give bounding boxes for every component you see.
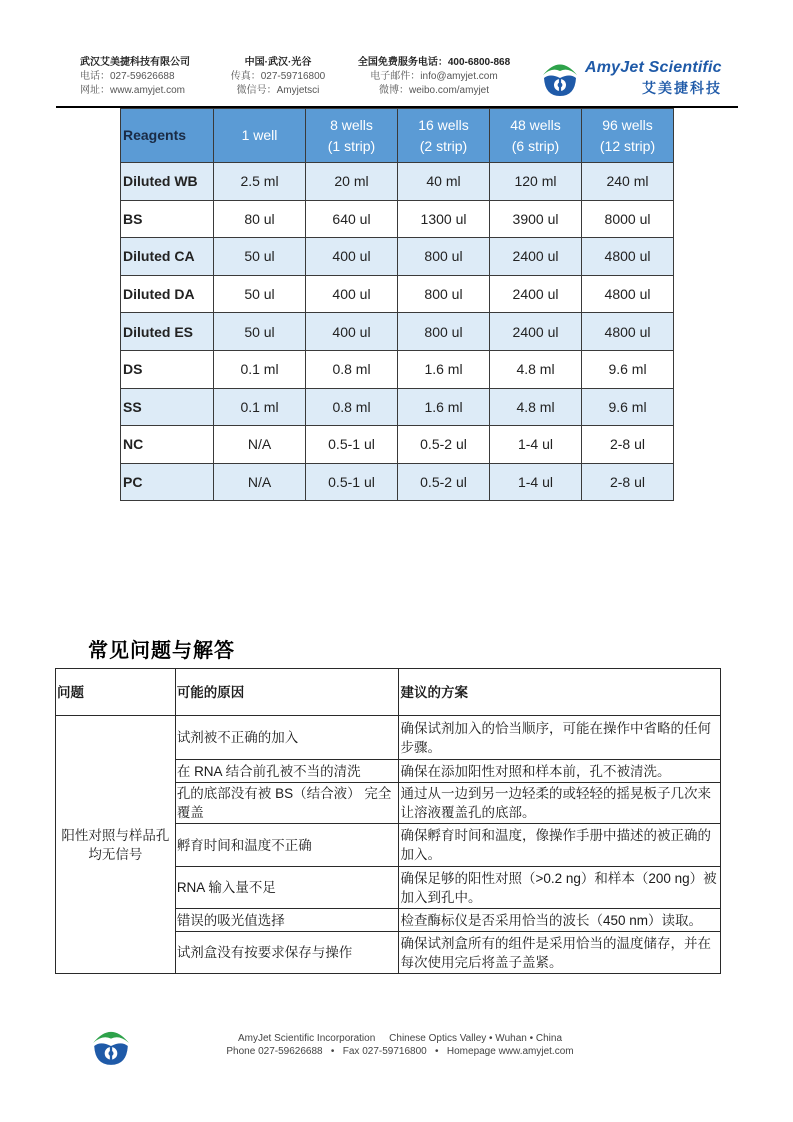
reagent-name-cell: Diluted ES: [121, 313, 214, 351]
volume-cell: 4800 ul: [582, 238, 674, 276]
volume-cell: 0.1 ml: [214, 388, 306, 426]
faq-cause: 在 RNA 结合前孔被不当的清洗: [175, 760, 399, 783]
faq-header-solution: 建议的方案: [399, 669, 721, 716]
company-phone: 电话：027-59626688: [80, 71, 175, 82]
volume-cell: 1.6 ml: [398, 350, 490, 388]
column-header: 1 well: [214, 109, 306, 163]
volume-cell: 50 ul: [214, 275, 306, 313]
faq-row: [56, 716, 721, 760]
faq-cause: 试剂盒没有按要求保存与操作: [175, 932, 399, 974]
volume-cell: 800 ul: [398, 275, 490, 313]
volume-cell: 800 ul: [398, 313, 490, 351]
company-wechat: 微信号：Amyjetsci: [236, 85, 320, 96]
volume-cell: 1-4 ul: [490, 463, 582, 501]
volume-cell: 2400 ul: [490, 238, 582, 276]
column-header: 16 wells (2 strip): [398, 109, 490, 163]
volume-cell: 2.5 ml: [214, 163, 306, 201]
volume-cell: 800 ul: [398, 238, 490, 276]
faq-header-row: [56, 669, 721, 716]
volume-cell: 2400 ul: [490, 275, 582, 313]
location-name: 中国·武汉·光谷: [244, 57, 312, 68]
company-website: 网址：www.amyjet.com: [80, 85, 186, 96]
page-header: [0, 0, 793, 108]
volume-cell: 240 ml: [582, 163, 674, 201]
logo-name-en: AmyJet Scientific: [585, 59, 722, 76]
column-header: 48 wells (6 strip): [490, 109, 582, 163]
faq-cause: 孔的底部没有被 BS（结合液） 完全覆盖: [175, 783, 399, 824]
volume-cell: 40 ml: [398, 163, 490, 201]
volume-cell: 1300 ul: [398, 200, 490, 238]
reagent-name-cell: SS: [121, 388, 214, 426]
volume-cell: 400 ul: [306, 313, 398, 351]
table-row: [121, 163, 674, 201]
company-email: 电子邮件：info@amyjet.com: [370, 71, 498, 82]
volume-cell: 4800 ul: [582, 313, 674, 351]
volume-cell: 2400 ul: [490, 313, 582, 351]
page-footer: [200, 1032, 600, 1058]
volume-cell: 0.8 ml: [306, 388, 398, 426]
reagent-name-cell: Diluted DA: [121, 275, 214, 313]
faq-cause: RNA 输入量不足: [175, 867, 399, 909]
table-row: [121, 463, 674, 501]
company-weibo: 微博：weibo.com/amyjet: [378, 85, 490, 96]
service-info: [344, 56, 524, 98]
logo-name-cn: 艾美捷科技: [642, 80, 722, 96]
table-row: [121, 200, 674, 238]
volume-cell: 2-8 ul: [582, 463, 674, 501]
column-header: Reagents: [121, 109, 214, 163]
reagent-name-cell: DS: [121, 350, 214, 388]
service-hotline: 全国免费服务电话：400-6800-868: [357, 57, 511, 68]
faq-solution: 检查酶标仪是否采用恰当的波长（450 nm）读取。: [399, 909, 721, 932]
location-info: [228, 56, 328, 98]
table-row: [121, 388, 674, 426]
volume-cell: 8000 ul: [582, 200, 674, 238]
column-header: 96 wells (12 strip): [582, 109, 674, 163]
faq-solution: 确保孵育时间和温度，像操作手册中描述的被正确的加入。: [399, 824, 721, 867]
volume-cell: 1-4 ul: [490, 426, 582, 464]
faq-cause: 错误的吸光值选择: [175, 909, 399, 932]
company-fax: 传真：027-59716800: [230, 71, 326, 82]
table-row: [121, 350, 674, 388]
footer-contact-line: Phone 027-59626688 • Fax 027-59716800 • Homepage www.amyjet.com: [226, 1046, 574, 1057]
company-logo: [540, 56, 740, 100]
amyjet-logo-icon: [90, 1025, 132, 1067]
volume-cell: 4800 ul: [582, 275, 674, 313]
volume-cell: 0.5-1 ul: [306, 426, 398, 464]
volume-cell: 120 ml: [490, 163, 582, 201]
volume-cell: 400 ul: [306, 238, 398, 276]
faq-cause: 孵育时间和温度不正确: [175, 824, 399, 867]
volume-cell: 0.5-2 ul: [398, 463, 490, 501]
volume-cell: 20 ml: [306, 163, 398, 201]
volume-cell: 3900 ul: [490, 200, 582, 238]
volume-cell: 4.8 ml: [490, 388, 582, 426]
faq-table: [55, 668, 721, 974]
volume-cell: 9.6 ml: [582, 388, 674, 426]
company-name: 武汉艾美捷科技有限公司: [80, 57, 190, 68]
volume-cell: 640 ul: [306, 200, 398, 238]
reagent-name-cell: PC: [121, 463, 214, 501]
reagent-name-cell: NC: [121, 426, 214, 464]
amyjet-logo-icon: [540, 58, 580, 98]
volume-cell: 0.8 ml: [306, 350, 398, 388]
table-row: [121, 275, 674, 313]
volume-cell: 4.8 ml: [490, 350, 582, 388]
volume-cell: N/A: [214, 426, 306, 464]
volume-cell: 9.6 ml: [582, 350, 674, 388]
volume-cell: N/A: [214, 463, 306, 501]
faq-header-cause: 可能的原因: [175, 669, 399, 716]
faq-solution: 确保在添加阳性对照和样本前，孔不被清洗。: [399, 760, 721, 783]
reagent-name-cell: BS: [121, 200, 214, 238]
reagent-name-cell: Diluted WB: [121, 163, 214, 201]
faq-section-title: 常见问题与解答: [88, 638, 235, 662]
faq-solution: 确保足够的阳性对照（>0.2 ng）和样本（200 ng）被加入到孔中。: [399, 867, 721, 909]
volume-cell: 50 ul: [214, 313, 306, 351]
table-header-row: [121, 109, 674, 163]
faq-solution: 通过从一边到另一边轻柔的或轻轻的摇晃板子几次来让溶液覆盖孔的底部。: [399, 783, 721, 824]
table-row: [121, 238, 674, 276]
faq-problem: 阳性对照与样品孔均无信号: [56, 716, 176, 974]
volume-cell: 50 ul: [214, 238, 306, 276]
company-info: [80, 56, 190, 98]
volume-cell: 0.5-2 ul: [398, 426, 490, 464]
faq-header-problem: 问题: [56, 669, 176, 716]
volume-cell: 0.1 ml: [214, 350, 306, 388]
reagent-name-cell: Diluted CA: [121, 238, 214, 276]
table-row: [121, 426, 674, 464]
table-row: [121, 313, 674, 351]
faq-solution: 确保试剂盒所有的组件是采用恰当的温度储存，并在每次使用完后将盖子盖紧。: [399, 932, 721, 974]
volume-cell: 1.6 ml: [398, 388, 490, 426]
faq-cause: 试剂被不正确的加入: [175, 716, 399, 760]
volume-cell: 2-8 ul: [582, 426, 674, 464]
footer-company-line: AmyJet Scientific Incorporation Chinese Optics Valley • Wuhan • China: [238, 1033, 562, 1044]
volume-cell: 0.5-1 ul: [306, 463, 398, 501]
volume-cell: 80 ul: [214, 200, 306, 238]
column-header: 8 wells (1 strip): [306, 109, 398, 163]
faq-solution: 确保试剂加入的恰当顺序，可能在操作中省略的任何步骤。: [399, 716, 721, 760]
reagent-volume-table: [120, 108, 674, 501]
volume-cell: 400 ul: [306, 275, 398, 313]
